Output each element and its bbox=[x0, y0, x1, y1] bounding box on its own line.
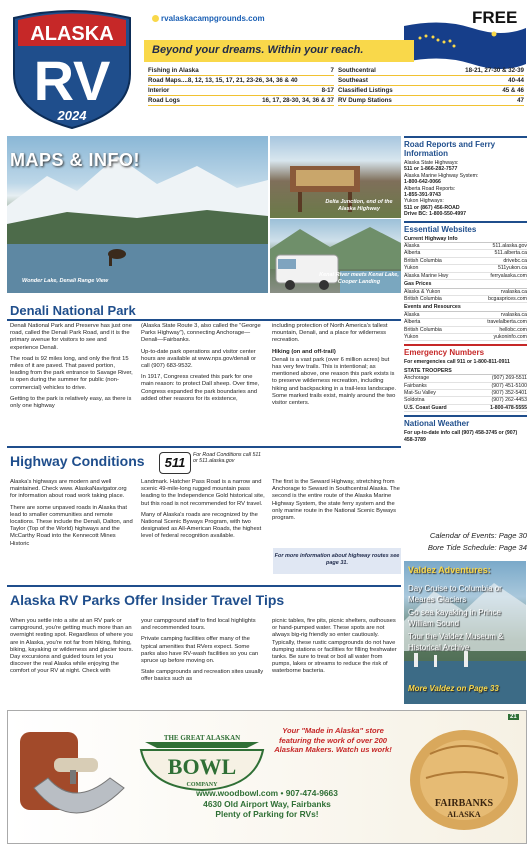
website-row-value[interactable]: 511.alaska.gov bbox=[492, 243, 527, 250]
paragraph: including protection of North America's tallest mountain, Denali, and a place for wilderness recreation. bbox=[272, 323, 388, 344]
national-weather-heading: National Weather bbox=[404, 415, 527, 428]
toc-label: Classified Listings bbox=[338, 87, 393, 94]
road-report-line: 511 or 1-866-282-7577 bbox=[404, 166, 458, 173]
road-report-line: 1-800-642-0066 bbox=[404, 179, 441, 186]
paragraph: Denali is a vast park (over 6 million acres) but has very few trails. This is intentional; as mentioned above, one reason this park exists is to preserve wilderness recreation, including hiking and backpacking in a trail-less landscape. Some marked trails exist, mainly around the two visitor centers. bbox=[272, 356, 397, 407]
website-row[interactable] bbox=[404, 334, 527, 341]
toc-row[interactable] bbox=[148, 76, 334, 86]
website-row[interactable] bbox=[404, 273, 527, 280]
denali-column-3 bbox=[272, 323, 400, 411]
website-row-value[interactable]: rvalaska.ca bbox=[500, 311, 527, 318]
ad-contact bbox=[142, 788, 392, 820]
website-row-value[interactable]: travelalberta.com bbox=[487, 319, 527, 326]
state-troopers-heading: STATE TROOPERS bbox=[404, 368, 527, 375]
trooper-row-place: Fairbanks bbox=[404, 382, 427, 389]
hero-title: MAPS & INFO! bbox=[10, 150, 140, 170]
bowl-name-text: BOWL bbox=[167, 754, 237, 779]
ad-address: 4630 Old Airport Way, Fairbanks bbox=[203, 798, 331, 809]
road-report-line: Yukon Highways: bbox=[404, 198, 444, 205]
toc-left-column bbox=[148, 66, 334, 106]
paragraph: There are some unpaved roads in Alaska that lead to smaller communities and remote locations. These include the Denali, Dalton, and Taylor (Top of the World) highways and the McCarthy Road into the Kennecott Mines Historic bbox=[10, 504, 133, 547]
masthead bbox=[0, 0, 531, 132]
wooden-bowl-image bbox=[400, 718, 522, 838]
denali-rule bbox=[7, 319, 401, 321]
trooper-row bbox=[404, 383, 527, 390]
website-row[interactable] bbox=[404, 243, 527, 250]
toc-page: 8-17 bbox=[321, 87, 334, 94]
toc-label: Southeast bbox=[338, 77, 368, 84]
511-sign-icon: 511 bbox=[159, 452, 191, 474]
trooper-row bbox=[404, 397, 527, 404]
website-row-place: Alaska Marine Hwy bbox=[404, 272, 449, 279]
road-report-line: Alaska State Highways: bbox=[404, 160, 459, 166]
page-number: 21 bbox=[510, 714, 517, 720]
road-report-line: Alaska Marine Highway System: bbox=[404, 172, 479, 179]
road-reports-list bbox=[404, 160, 527, 218]
website-row-place: Alberta bbox=[404, 250, 421, 257]
website-row[interactable] bbox=[404, 258, 527, 265]
trooper-row-value: (907) 269-5511 bbox=[491, 375, 527, 382]
trooper-row-place: Soldotna bbox=[404, 397, 425, 404]
website-row[interactable] bbox=[404, 250, 527, 257]
highway-column-3 bbox=[272, 479, 400, 526]
trooper-row bbox=[404, 375, 527, 382]
paragraph: When you settle into a site at an RV park or campground, you're getting much more than an overnight resting spot. Regardless of where you are in Alaska, you're not far from hiking, fishing, biking, kayaking or wilderness and glacier tours. Day excursions and guided tours let you discover the real Alaska while enjoying the comfort of your RV at night. Check with bbox=[10, 618, 134, 675]
toc-label: Road Maps....8, 12, 13, 15, 17, 21, 23-26, 34, 36 & 40 bbox=[148, 77, 298, 84]
toc-row[interactable] bbox=[338, 66, 524, 76]
denali-column-2 bbox=[141, 323, 265, 407]
toc-label: Southcentral bbox=[338, 67, 376, 74]
trooper-row-value: (907) 352-5401 bbox=[491, 389, 527, 396]
website-row-place: Alaska bbox=[404, 311, 420, 318]
kenai-river-caption: Kenai River meets Kenai Lake, Cooper Landing bbox=[319, 272, 399, 285]
toc-row[interactable] bbox=[148, 66, 334, 76]
road-reports-heading: Road Reports and Ferry Information bbox=[404, 136, 527, 158]
toc-label: RV Dump Stations bbox=[338, 97, 392, 104]
paragraph: Getting to the park is relatively easy, as there is only one highway bbox=[10, 395, 132, 410]
bore-tide-ref: Bore Tide Schedule: Page 34 bbox=[427, 543, 527, 552]
website-row-value[interactable]: 511yukon.ca bbox=[497, 265, 527, 272]
valdez-list bbox=[408, 584, 524, 656]
toc-row[interactable] bbox=[148, 96, 334, 106]
road-report-line: 511 or (867) 456-ROAD bbox=[404, 204, 460, 211]
toc-label: Road Logs bbox=[148, 97, 180, 104]
site-url-text[interactable]: rvalaskacampgrounds.com bbox=[161, 14, 265, 23]
highway-top-rule bbox=[7, 446, 401, 448]
trooper-row-value: (907) 451-5100 bbox=[491, 382, 527, 389]
hero-caption: Wonder Lake, Denali Range View bbox=[22, 278, 109, 284]
parks-column-2 bbox=[141, 618, 265, 688]
valdez-more-link[interactable]: More Valdez on Page 33 bbox=[408, 684, 499, 693]
website-row-place: British Columbia bbox=[404, 257, 442, 264]
paragraph: Private camping facilities offer many of the typical amenities that RVers expect. Some parks also have RV-wash facilities so you can spruce up before moving on. bbox=[141, 636, 259, 665]
paragraph: Hiking (on and off-trail) bbox=[272, 348, 336, 355]
current-highway-info-list bbox=[404, 243, 527, 280]
highway-column-1 bbox=[10, 479, 134, 552]
toc-label: Fishing in Alaska bbox=[148, 67, 199, 74]
alaska-rv-shield-logo bbox=[8, 4, 136, 130]
toc-row[interactable] bbox=[338, 76, 524, 86]
shield-year: 2024 bbox=[57, 108, 87, 123]
valdez-heading: Valdez Adventures: bbox=[408, 565, 491, 575]
valdez-item: Tour the Valdez Museum & Historical Archive bbox=[408, 632, 504, 652]
road-report-line: 1-855-391-9743 bbox=[404, 192, 441, 199]
shield-rv: RV bbox=[33, 49, 111, 112]
page-refs bbox=[404, 530, 527, 554]
website-row-value[interactable]: hellobc.com bbox=[499, 326, 527, 333]
toc-row[interactable] bbox=[148, 86, 334, 96]
ad-parking: Plenty of Parking for RVs! bbox=[215, 809, 319, 819]
emergency-text: For emergencies call 911 or 1-800-811-0911 bbox=[404, 359, 510, 366]
paragraph: Up-to-date park operations and visitor center hours are available at www.nps.gov/denali or call (907) 683-9532. bbox=[141, 348, 257, 370]
highway-column-2 bbox=[141, 479, 265, 545]
511-sign-text: For Road Conditions call 511 or 511.alaska.gov bbox=[193, 452, 261, 465]
free-label: FREE bbox=[472, 8, 518, 27]
trooper-row-place: Mat-Su Valley bbox=[404, 389, 436, 396]
bowl-photo-text-2: ALASKA bbox=[447, 810, 481, 819]
events-resources-list bbox=[404, 312, 527, 342]
bowl-company-text: COMPANY bbox=[186, 782, 218, 788]
toc-page: 7 bbox=[330, 67, 334, 74]
bowl-photo-text-1: FAIRBANKS bbox=[434, 798, 494, 809]
paragraph: In 1917, Congress created this park for one main reason: to protect Dall sheep. Over time, Congress expanded the park boundaries and added other reasons for its existence, bbox=[141, 374, 260, 402]
events-resources-heading: Events and Resources bbox=[404, 304, 527, 311]
bowl-top-text: THE GREAT ALASKAN bbox=[163, 734, 241, 742]
trooper-row-place: U.S. Coast Guard bbox=[404, 404, 447, 411]
trooper-row bbox=[404, 405, 527, 412]
shield-brand: ALASKA bbox=[30, 23, 114, 45]
website-row-place: Yukon bbox=[404, 333, 419, 340]
delta-junction-caption: Delta Junction, end of the Alaska Highway bbox=[325, 199, 393, 212]
toc-row[interactable] bbox=[338, 96, 524, 106]
paragraph: Denali National Park and Preserve has just one road, called the Denali Park Road, and it is the primary avenue for visitors to see and experience Denali. bbox=[10, 323, 132, 351]
trooper-row bbox=[404, 390, 527, 397]
toc-row[interactable] bbox=[338, 86, 524, 96]
website-row[interactable] bbox=[404, 312, 527, 319]
highway-heading: Highway Conditions bbox=[10, 453, 145, 469]
toc-page: 18-21, 27-30 & 32-39 bbox=[465, 67, 524, 74]
website-row-place: Alberta bbox=[404, 319, 421, 326]
paragraph: Many of Alaska's roads are recognized by the National Scenic Byways Program, with two designated as All-American Roads, the highest level of federal recognition available. bbox=[141, 511, 262, 540]
website-row[interactable] bbox=[404, 327, 527, 334]
website-row-place: Alaska bbox=[404, 243, 420, 250]
ad-tagline: Your "Made in Alaska" store featuring the work of over 200 Alaskan Makers. Watch us work! bbox=[274, 726, 392, 754]
road-report-line: Alberta Road Reports: bbox=[404, 185, 456, 192]
website-row-place: Yukon bbox=[404, 265, 419, 272]
toc-right-column bbox=[338, 66, 524, 106]
website-row-value[interactable]: 511.alberta.ca bbox=[494, 250, 527, 257]
paragraph: your campground staff to find local highlights and recommended tours. bbox=[141, 618, 256, 632]
parks-column-1 bbox=[10, 618, 134, 680]
website-row-value[interactable]: yukoninfo.com bbox=[493, 333, 527, 340]
toc-label: Interior bbox=[148, 87, 170, 94]
tagline: Beyond your dreams. Within your reach. bbox=[144, 40, 414, 62]
website-row[interactable] bbox=[404, 319, 527, 326]
ad-web-phone[interactable]: www.woodbowl.com • 907-474-9663 bbox=[196, 788, 338, 798]
website-row[interactable] bbox=[404, 289, 527, 296]
state-troopers-list bbox=[404, 375, 527, 412]
denali-column-1 bbox=[10, 323, 134, 414]
website-row-place: Alaska & Yukon bbox=[404, 288, 441, 295]
paragraph: The road is 92 miles long, and only the first 15 miles of it are paved. That paved portion, leading from the park entrance to Savage River, is open during the summer for public (non-commercial) vehicles to drive. bbox=[10, 355, 133, 391]
website-row-place: British Columbia bbox=[404, 326, 442, 333]
site-url[interactable] bbox=[152, 14, 265, 23]
table-of-contents bbox=[148, 66, 528, 116]
trooper-row-value: (907) 262-4453 bbox=[491, 397, 527, 404]
website-row-value[interactable]: bcgasprices.com bbox=[488, 295, 527, 302]
website-row[interactable] bbox=[404, 296, 527, 303]
gas-prices-heading: Gas Prices bbox=[404, 281, 527, 288]
trooper-row-value: 1-800-478-5555 bbox=[490, 404, 527, 411]
gas-prices-list bbox=[404, 289, 527, 304]
paragraph: (Alaska State Route 3, also called the "George Parks Highway"), connecting Anchorage—Denali—Fairbanks. bbox=[141, 323, 261, 344]
valdez-item: Day Cruise to Columbia or Meares Glaciers bbox=[408, 584, 502, 604]
ulu-knife-image bbox=[14, 718, 138, 838]
toc-page: 40-44 bbox=[508, 77, 524, 84]
current-highway-info-heading: Current Highway Info bbox=[404, 236, 527, 243]
parks-top-rule bbox=[7, 585, 401, 587]
info-sidebar bbox=[404, 136, 527, 546]
parks-heading: Alaska RV Parks Offer Insider Travel Tips bbox=[10, 592, 285, 608]
website-row-value[interactable]: ferryalaska.com bbox=[490, 272, 527, 279]
website-row-place: British Columbia bbox=[404, 295, 442, 302]
website-row-value[interactable]: rvalaska.ca bbox=[500, 288, 527, 295]
national-weather-text: For up-to-date info call (907) 458-3745 or (907) 458-3789 bbox=[404, 430, 518, 443]
highway-note: For more information about highway routes see page 31. bbox=[273, 548, 401, 574]
paragraph: picnic tables, fire pits, picnic shelters, outhouses or hand-pumped water. These spots are not always big-rig friendly so enter cautiously. Typically, these rustic campgrounds do not have dumping stations or facilities for filling freshwater tanks. Be sure to treat or boil all water from pumps, lakes or streams to reduce the risk of waterborne bacteria. bbox=[272, 618, 397, 675]
valdez-item: Go sea kayaking in Prince William Sound bbox=[408, 608, 501, 628]
trooper-row-place: Anchorage bbox=[404, 375, 430, 382]
paragraph: The first is the Seward Highway, stretching from Anchorage to Seward in Southcentral Alaska. The second is the entire route of the Alaska Marine Highway System, the state ferry system and the only marine route in the National Scenic Byways program. bbox=[272, 479, 400, 522]
calendar-ref: Calendar of Events: Page 30 bbox=[429, 531, 527, 540]
emergency-heading: Emergency Numbers bbox=[404, 344, 527, 357]
paragraph: State campgrounds and recreation sites usually offer basics such as bbox=[141, 669, 264, 683]
denali-heading: Denali National Park bbox=[10, 303, 136, 318]
toc-page: 16, 17, 28-30, 34, 36 & 37 bbox=[262, 97, 334, 104]
link-icon bbox=[152, 15, 159, 22]
paragraph: Alaska's highways are modern and well maintained. Check www. AlaskaNavigator.org for information about road work taking place. bbox=[10, 479, 127, 500]
paragraph: Landmark. Hatcher Pass Road is a narrow and scenic 49-mile-long rugged mountain pass leading to the Independence Gold historical site, but this road is not recommended for RV travel. bbox=[141, 479, 265, 507]
essential-websites-heading: Essential Websites bbox=[404, 221, 527, 234]
road-report-line: Drive BC: 1-800-550-4997 bbox=[404, 211, 466, 218]
website-row[interactable] bbox=[404, 265, 527, 272]
toc-page: 45 & 46 bbox=[502, 87, 524, 94]
toc-page: 47 bbox=[517, 97, 524, 104]
website-row-value[interactable]: drivebc.ca bbox=[503, 257, 527, 264]
parks-column-3 bbox=[272, 618, 400, 680]
